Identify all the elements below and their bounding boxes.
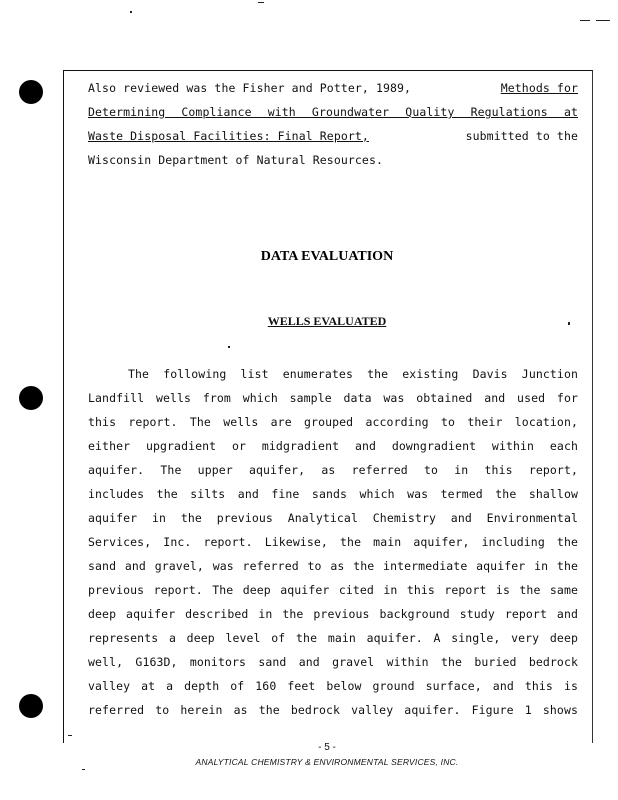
scan-speck (68, 735, 72, 736)
paragraph-line: valley at a depth of 160 feet below ground surface, and this is (88, 679, 578, 693)
paragraph-line: this report. The wells are grouped according to their location, (88, 415, 578, 429)
scan-speck (130, 11, 132, 13)
intro-line-1-title: Methods for (500, 81, 578, 95)
punch-hole-top (19, 80, 43, 104)
paragraph-line: Landfill wells from which sample data was obtained and used for (88, 391, 578, 405)
section-title: DATA EVALUATION (260, 249, 394, 264)
paragraph-line: deep aquifer described in the previous background study report and (88, 607, 578, 621)
intro-line-3-text: submitted to the (465, 129, 578, 143)
intro-line-3-title: Waste Disposal Facilities: Final Report, (88, 129, 369, 143)
document-footer: ANALYTICAL CHEMISTRY & ENVIRONMENTAL SERVICES, INC. (195, 757, 459, 767)
page-number: - 5 - (318, 742, 336, 753)
paragraph-line: referred to herein as the bedrock valley aquifer. Figure 1 shows (88, 703, 578, 717)
paragraph-line: represents a deep level of the main aquifer. A single, very deep (88, 631, 578, 645)
intro-line-3 (88, 124, 578, 148)
paragraph-line: well, G163D, monitors sand and gravel within the buried bedrock (88, 655, 578, 669)
scan-speck (82, 769, 85, 770)
intro-line-1 (88, 76, 578, 100)
intro-line-4: Wisconsin Department of Natural Resources. (88, 153, 383, 167)
paragraph-line: previous report. The deep aquifer cited in this report is the same (88, 583, 578, 597)
paragraph-line: The following list enumerates the existing Davis Junction (128, 367, 578, 381)
scan-speck (228, 346, 230, 348)
paragraph-line: aquifer. The upper aquifer, as referred to in this report, (88, 463, 578, 477)
scan-speck (258, 2, 264, 3)
punch-hole-middle (19, 386, 43, 410)
intro-line-1-text: Also reviewed was the Fisher and Potter, 1989, (88, 81, 412, 95)
paragraph-line: includes the silts and fine sands which was termed the shallow (88, 487, 578, 501)
paragraph-line: either upgradient or midgradient and downgradient within each (88, 439, 578, 453)
punch-hole-bottom (19, 694, 43, 718)
scan-speck (580, 20, 590, 21)
paragraph-line: Services, Inc. report. Likewise, the main aquifer, including the (88, 535, 578, 549)
scan-speck (596, 20, 610, 21)
paragraph-line: sand and gravel, was referred to as the intermediate aquifer in the (88, 559, 578, 573)
intro-line-2: Determining Compliance with Groundwater Quality Regulations at (88, 105, 578, 119)
paragraph-line: aquifer in the previous Analytical Chemistry and Environmental (88, 511, 578, 525)
subsection-title: WELLS EVALUATED (267, 314, 387, 328)
